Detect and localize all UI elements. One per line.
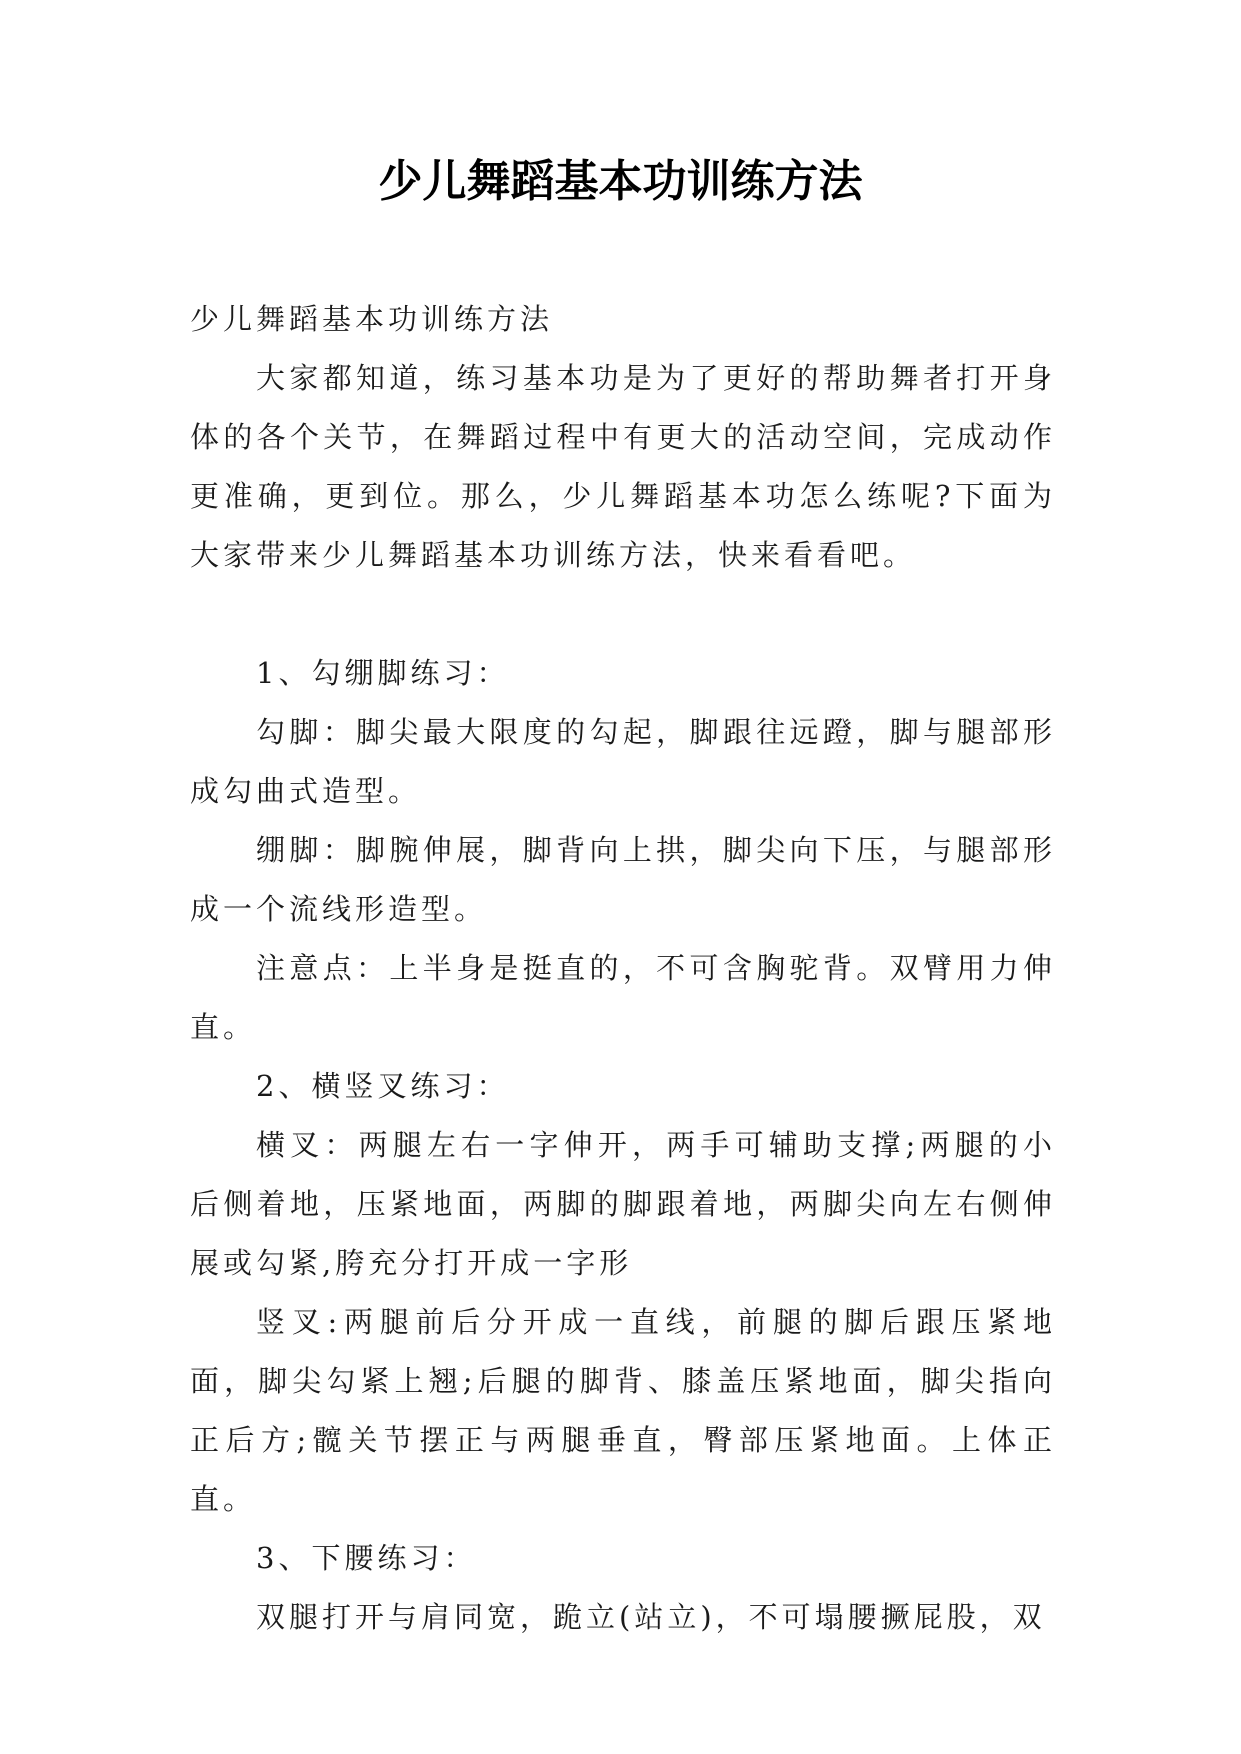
- document-title: 少儿舞蹈基本功训练方法: [378, 156, 863, 207]
- paragraph-xia-yao: 双腿打开与肩同宽，跪立(站立)，不可塌腰撅屁股，双: [256, 1600, 1046, 1634]
- paragraph-zhu-yi-dian: 注意点：上半身是挺直的，不可含胸驼背。双臂用力伸直。: [190, 951, 1056, 1044]
- document-body: [190, 290, 1056, 1647]
- paragraph-shu-cha: 竖叉:两腿前后分开成一直线，前腿的脚后跟压紧地面，脚尖勾紧上翘;后腿的脚背、膝盖压紧地面，脚尖指向正后方;髋关节摆正与两腿垂直，臀部压紧地面。上体正直。: [190, 1305, 1056, 1516]
- section-heading-2: 2、横竖叉练习：: [256, 1069, 510, 1103]
- paragraph-beng-jiao: 绷脚：脚腕伸展，脚背向上拱，脚尖向下压，与腿部形成一个流线形造型。: [190, 833, 1056, 926]
- paragraph-gou-jiao: 勾脚：脚尖最大限度的勾起，脚跟往远蹬，脚与腿部形成勾曲式造型。: [190, 715, 1056, 808]
- paragraph-heng-cha: 横叉：两腿左右一字伸开，两手可辅助支撑;两腿的小后侧着地，压紧地面，两脚的脚跟着地，两脚尖向左右侧伸展或勾紧,胯充分打开成一字形: [190, 1128, 1056, 1280]
- section-heading-1: 1、勾绷脚练习：: [256, 656, 510, 690]
- intro-paragraph: 大家都知道，练习基本功是为了更好的帮助舞者打开身体的各个关节，在舞蹈过程中有更大的活动空间，完成动作更准确，更到位。那么，少儿舞蹈基本功怎么练呢?下面为大家带来少儿舞蹈基本功训练方法，快来看看吧。: [190, 361, 1056, 572]
- body-subtitle: 少儿舞蹈基本功训练方法: [190, 302, 554, 336]
- section-heading-3: 3、下腰练习：: [256, 1541, 477, 1575]
